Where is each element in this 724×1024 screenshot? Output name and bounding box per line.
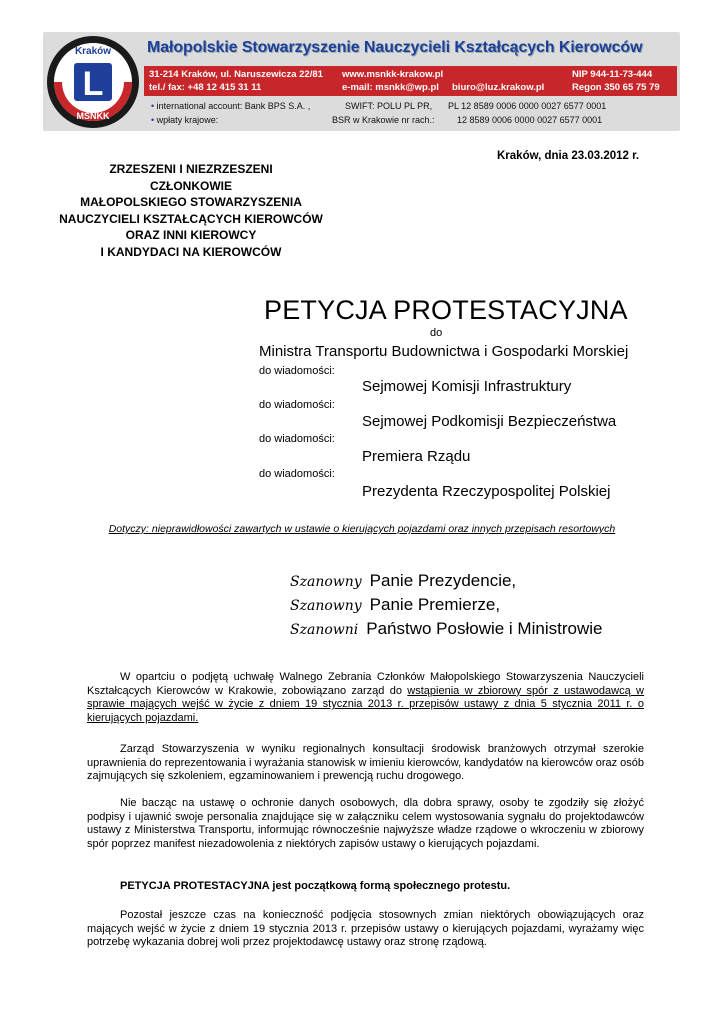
paragraph-underlined: wstąpienia w zbiorowy spór z ustawodawcą w sprawie mających wejść w życie z dniem 19 stycznia 2013 r. przepisów ustawy z dnia 5 stycznia 2011 r. o kierujących pojazdami. [87, 684, 644, 725]
swift-code: SWIFT: POLU PL PR, [345, 101, 433, 111]
cc-recipient: Premiera Rządu [362, 448, 471, 465]
salutation-text: Państwo Posłowie i Ministrowie [366, 619, 603, 638]
paragraph-text: Pozostał jeszcze czas na konieczność podjęcia stosownych zmian niektórych obowiązujących oraz mających wejść w życie z dniem 19 stycznia 2013 r. przepisów ustawy o kierujących pojazdami, wyrażamy więc potrzebę wykazania dobrej woli przez projektodawcę ustawy oraz stronę rządową. [87, 909, 644, 949]
cc-recipient: Prezydenta Rzeczypospolitej Polskiej [362, 483, 611, 500]
addressee-line: NAUCZYCIELI KSZTAŁCĄCYCH KIEROWCÓW [59, 211, 323, 226]
main-recipient: Ministra Transportu Budownictwa i Gospodarki Morskiej [259, 343, 629, 360]
phone: tel./ fax: +48 12 415 31 11 [149, 82, 262, 93]
email-link[interactable]: e-mail: msnkk@wp.pl [342, 82, 439, 93]
logo-bottom-text: MSNKK [76, 111, 110, 121]
paragraph-conclusion [87, 909, 644, 950]
logo-top-text: Kraków [74, 46, 112, 57]
bold-statement: PETYCJA PROTESTACYJNA jest początkową formą społecznego protestu. [120, 880, 511, 892]
paragraph-text: Zarząd Stowarzyszenia w wyniku regionalnych konsultacji środowisk branżowych otrzymał szerokie uprawnienia do reprezentowania i wyrażania stanowisk w imieniu kierowców, kandydatów na kierowców oraz osób zajmujących się szkoleniem, egzaminowaniem i prewencją ruchu drogowego. [87, 743, 645, 783]
address: 31-214 Kraków, ul. Naruszewicza 22/81 [149, 69, 323, 80]
regon-number: Regon 350 65 75 79 [572, 82, 660, 93]
intl-account-label: • international account: Bank BPS S.A. , [151, 101, 311, 111]
paragraph-text: Nie bacząc na ustawę o ochronie danych osobowych, dla dobra sprawy, osoby te zgodziły się złożyć podpisy i ujawnić swoje personalia znajdujące się w załączniku celem wystosowania sygnału do projektodawców ustawy z Ministerstwa Transportu, informując równocześnie najwyższe władze rządowe o wkroczeniu w zbiorowy spór poprzez manifest niezadowolenia z niektórych zapisów ustawy o kierujących pojazdami. [87, 797, 644, 851]
paragraph-board [87, 743, 644, 784]
salutation-word: Szanowni [290, 622, 359, 638]
domestic-label: • wpłaty krajowe: [151, 115, 219, 125]
addressee-line: ORAZ INNI KIEROWCY [125, 228, 257, 242]
cc-label: do wiadomości: [259, 433, 335, 445]
salutation-word: Szanowny [290, 574, 362, 590]
website-link[interactable]: www.msnkk-krakow.pl [342, 69, 444, 80]
addressee-block [26, 161, 356, 260]
letterhead-banner [43, 32, 680, 131]
addressee-line: MAŁOPOLSKIEGO STOWARZYSZENIA [80, 195, 302, 209]
salutation-text: Panie Premierze, [369, 595, 501, 614]
email-link-2[interactable]: biuro@luz.krakow.pl [452, 82, 545, 93]
domestic-bank: BSR w Krakowie nr rach.: [332, 115, 435, 125]
cc-recipient: Sejmowej Komisji Infrastruktury [362, 378, 572, 395]
document-date: Kraków, dnia 23.03.2012 r. [497, 150, 640, 162]
addressee-line: CZŁONKOWIE [150, 178, 232, 193]
salutation [290, 619, 602, 639]
salutation-word: Szanowny [290, 598, 362, 614]
salutation-text: Panie Prezydencie, [369, 571, 517, 590]
cc-label: do wiadomości: [259, 468, 335, 480]
msnkk-logo [46, 35, 140, 129]
paragraph-resolution [87, 671, 644, 726]
to-label: do [430, 327, 443, 339]
domestic-account-number: 12 8589 0006 0000 0027 6577 0001 [457, 115, 603, 125]
subject-line: Dotyczy: nieprawidłowości zawartych w ustawie o kierujących pojazdami oraz innych przepisach resortowych [108, 523, 616, 535]
nip-number: NIP 944-11-73-444 [572, 69, 653, 80]
addressee-line: I KANDYDACI NA KIEROWCÓW [100, 244, 282, 259]
logo-letter: L [82, 65, 104, 103]
paragraph-text: W opartciu o podjętą uchwałę Walnego Zebrania Członków Małopolskiego Stowarzyszenia Nauczycieli Kształcących Kierowców w Krakowie, zobowiązano zarząd do [87, 671, 644, 697]
organization-name: Małopolskie Stowarzyszenie Nauczycieli Kształcących Kierowców [147, 39, 643, 56]
salutation [290, 571, 516, 591]
salutation [290, 595, 500, 615]
contact-bar [144, 66, 677, 96]
addressee-line: ZRZESZENI I NIEZRZESZENI [109, 162, 273, 176]
intl-account-number: PL 12 8589 0006 0000 0027 6577 0001 [448, 101, 607, 111]
cc-label: do wiadomości: [259, 365, 335, 377]
paragraph-signatures [87, 797, 644, 852]
cc-recipient: Sejmowej Podkomisji Bezpieczeństwa [362, 413, 617, 430]
petition-title: PETYCJA PROTESTACYJNA [264, 295, 628, 325]
cc-label: do wiadomości: [259, 399, 335, 411]
